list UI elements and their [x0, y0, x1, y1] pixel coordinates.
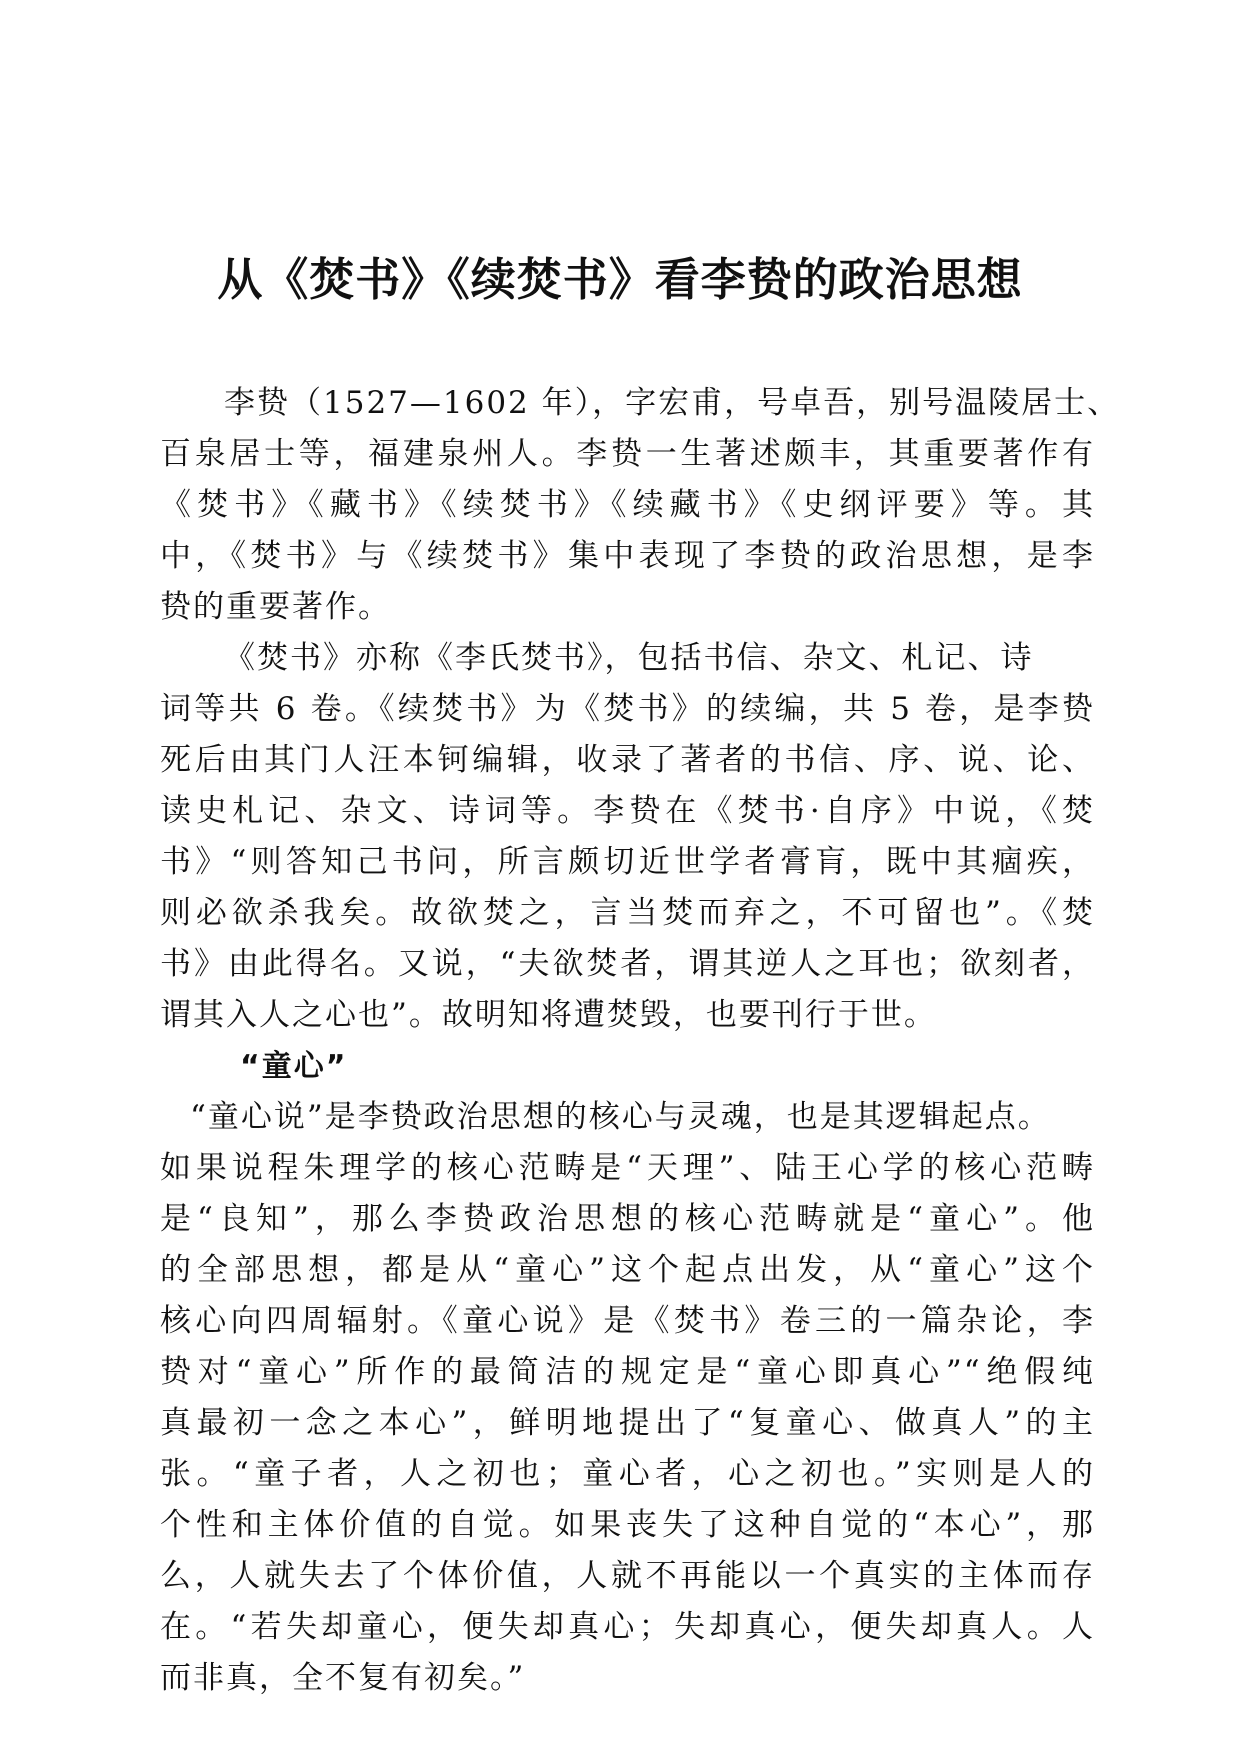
paragraph-3-line: “童心说”是李贽政治思想的核心与灵魂，也是其逻辑起点。 [190, 1099, 1051, 1135]
document-title: 从《焚书》《续焚书》看李贽的政治思想 [217, 253, 1023, 306]
document-body [160, 378, 1121, 1704]
paragraph-2-line: 死后由其门人汪本钶编辑，收录了著者的书信、序、说、论、 [160, 742, 1095, 778]
paragraph-1-line: 百泉居士等，福建泉州人。李贽一生著述颇丰，其重要著作有 [160, 436, 1095, 472]
paragraph-3-line: 而非真，全不复有初矣。” [160, 1660, 526, 1696]
paragraph-2-line: 读史札记、杂文、诗词等。李贽在《焚书·自序》中说，《焚 [160, 793, 1095, 829]
paragraph-2-line: 《焚书》亦称《李氏焚书》，包括书信、杂文、札记、诗 [224, 640, 1034, 676]
paragraph-1-line: 《焚书》《藏书》《续焚书》《续藏书》《史纲评要》等。其 [160, 487, 1095, 523]
paragraph-3-line: 核心向四周辐射。《童心说》是《焚书》卷三的一篇杂论，李 [160, 1303, 1095, 1339]
paragraph-3-line: 么，人就失去了个体价值，人就不再能以一个真实的主体而存 [160, 1558, 1095, 1594]
paragraph-2-line: 书》由此得名。又说，“夫欲焚者，谓其逆人之耳也；欲刻者， [160, 946, 1095, 982]
paragraph-3-line: 贽对“童心”所作的最简洁的规定是“童心即真心”“绝假纯 [160, 1354, 1095, 1390]
paragraph-3-line: 真最初一念之本心”，鲜明地提出了“复童心、做真人”的主 [160, 1405, 1095, 1441]
paragraph-2-line: 谓其入人之心也”。故明知将遭焚毁，也要刊行于世。 [160, 997, 937, 1033]
paragraph-1-line: 中，《焚书》与《续焚书》集中表现了李贽的政治思想，是李 [160, 538, 1095, 574]
paragraph-3-line: 是“良知”，那么李贽政治思想的核心范畴就是“童心”。他 [160, 1201, 1095, 1237]
paragraph-2-line: 则必欲杀我矣。故欲焚之，言当焚而弃之，不可留也”。《焚 [160, 895, 1095, 931]
paragraph-2-line: 书》“则答知己书问，所言颇切近世学者膏肓，既中其痼疾， [160, 844, 1095, 880]
paragraph-3-line: 的全部思想，都是从“童心”这个起点出发，从“童心”这个 [160, 1252, 1095, 1288]
paragraph-2-line: 词等共 6 卷。《续焚书》为《焚书》的续编，共 5 卷，是李贽 [160, 691, 1095, 727]
paragraph-1-line: 李贽（1527—1602 年），字宏甫，号卓吾，别号温陵居士、 [224, 385, 1121, 421]
paragraph-1-line: 贽的重要著作。 [160, 589, 391, 625]
paragraph-3-line: 张。“童子者，人之初也；童心者，心之初也。”实则是人的 [160, 1456, 1095, 1492]
paragraph-3-line: 个性和主体价值的自觉。如果丧失了这种自觉的“本心”，那 [160, 1507, 1095, 1543]
section-subheading: “童心” [240, 1049, 348, 1084]
paragraph-3-line: 在。“若失却童心，便失却真心；失却真心，便失却真人。人 [160, 1609, 1095, 1645]
paragraph-3-line: 如果说程朱理学的核心范畴是“天理”、陆王心学的核心范畴 [160, 1150, 1095, 1186]
